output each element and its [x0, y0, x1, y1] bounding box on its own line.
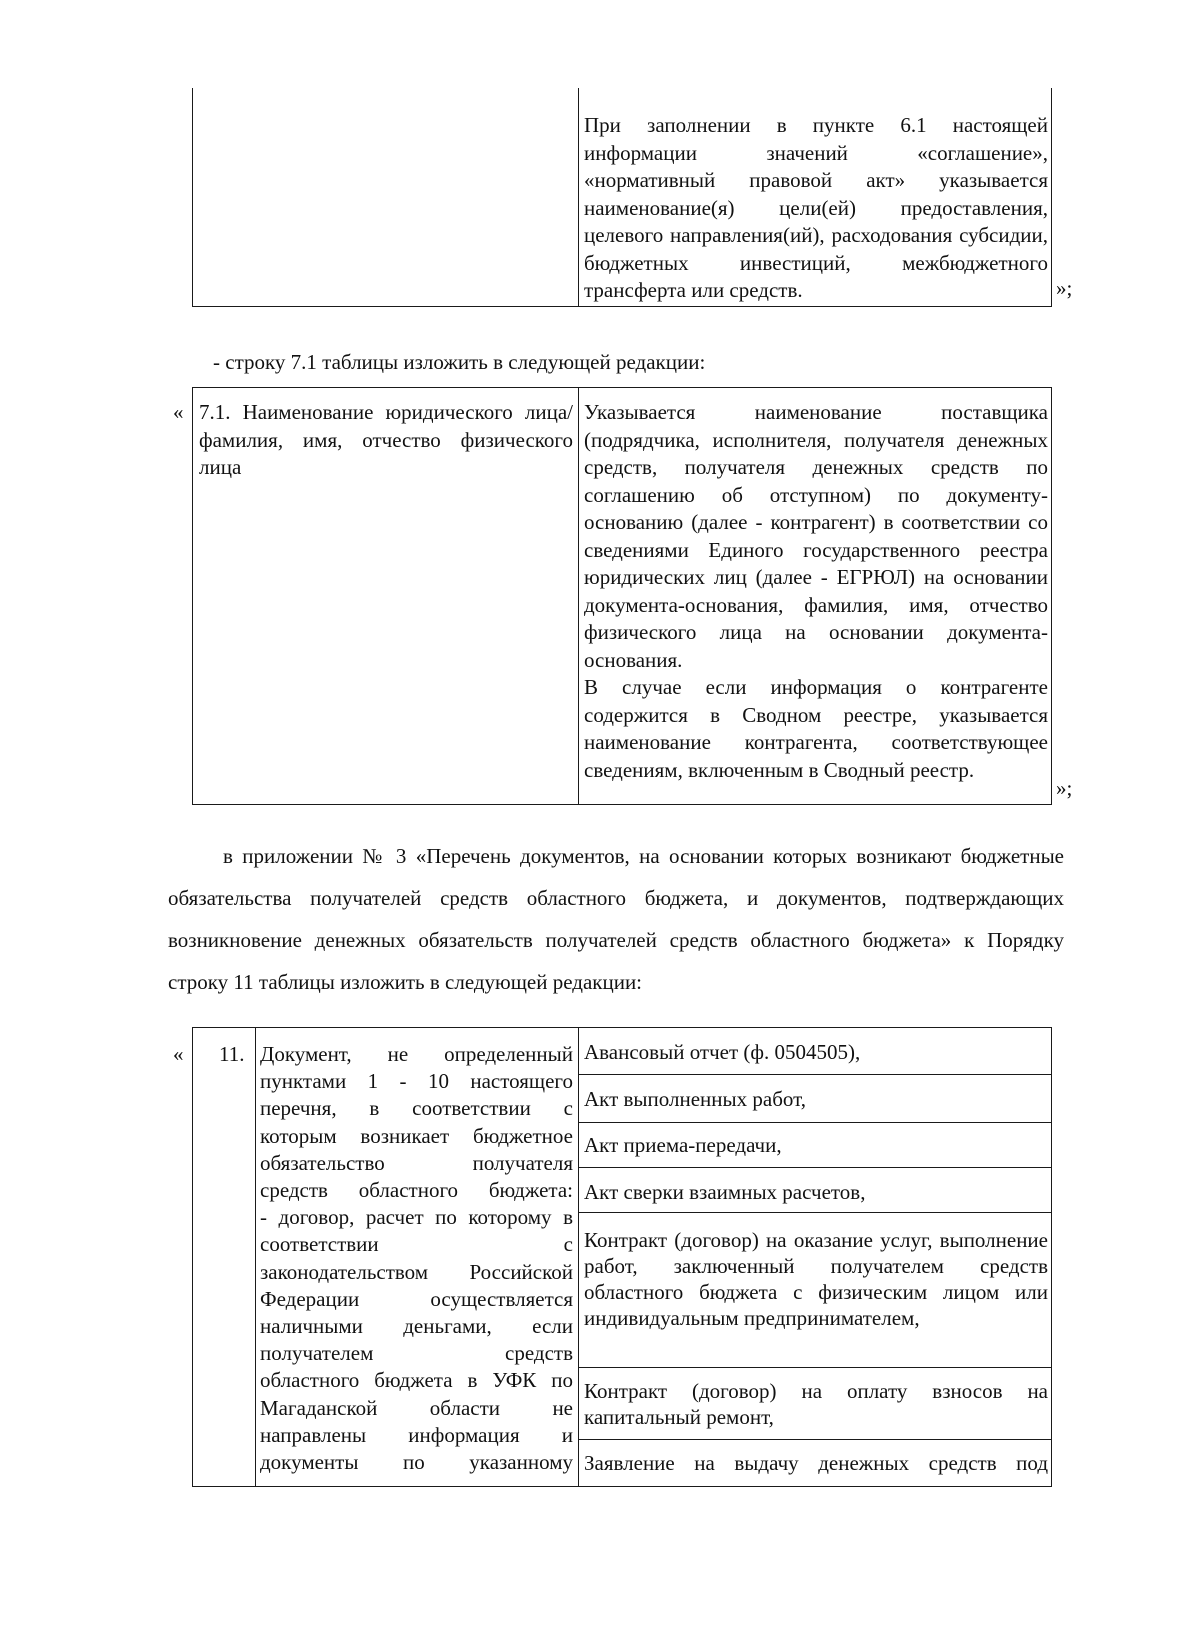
table3-left-cell: [260, 1041, 573, 1476]
row-number: 11.: [219, 1042, 245, 1066]
table-row-7-1: [192, 387, 1052, 805]
row-separator: [578, 1212, 1051, 1213]
table-divider: [578, 388, 579, 804]
left-cell-line: Федерации осуществляется: [260, 1286, 573, 1311]
row-separator: [578, 1439, 1051, 1440]
doc-row-7: Заявление на выдачу денежных средств под: [584, 1451, 1048, 1475]
table2-right-para1: Указывается наименование поставщика (подрядчика, исполнителя, получателя денежных средств, получателя денежных средств по соглашению об отступном) по документу-основанию (далее - контрагент) в соответствии со сведениями Единого государственного реестра юридических лиц (далее - ЕГРЮЛ) на основании документа-основания, фамилия, имя, отчество физического лица на основании документа-основания.: [584, 400, 1048, 672]
row-separator: [578, 1367, 1051, 1368]
table1-right-cell: При заполнении в пункте 6.1 настоящей информации значений «соглашение», «нормативный правовой акт» указывается наименование(я) цели(ей) предоставления, целевого направления(ий), расходования субсидии, бюджетных инвестиций, межбюджетного трансферта или средств.: [584, 113, 1048, 302]
doc-row-4: Акт сверки взаимных расчетов,: [584, 1180, 866, 1204]
table-continuation: [192, 88, 1052, 307]
doc-row-1: Авансовый отчет (ф. 0504505),: [584, 1040, 861, 1064]
left-cell-line: наличными деньгами, если: [260, 1314, 573, 1339]
table1-closing-quote: »;: [1056, 276, 1073, 300]
left-cell-line: Магаданской области не: [260, 1395, 573, 1420]
left-cell-line: которым возникает бюджетное: [260, 1123, 573, 1148]
table2-right-cell: [584, 399, 1048, 784]
table2-right-para2: В случае если информация о контрагенте содержится в Сводном реестре, указывается наименование контрагента, соответствующее сведениям, включенным в Сводный реестр.: [584, 675, 1048, 782]
doc-row-2: Акт выполненных работ,: [584, 1087, 806, 1111]
left-cell-line: перечня, в соответствии с: [260, 1096, 573, 1121]
doc-row-6: Контракт (договор) на оплату взносов на капитальный ремонт,: [584, 1379, 1048, 1429]
left-cell-line: соответствии с: [260, 1232, 573, 1257]
left-cell-line: получателем средств: [260, 1341, 573, 1366]
doc-row-3: Акт приема-передачи,: [584, 1133, 782, 1157]
doc-row-5: Контракт (договор) на оказание услуг, выполнение работ, заключенный получателем средств областного бюджета с физическим лицом или индивидуальным предпринимателем,: [584, 1228, 1048, 1330]
table-divider: [255, 1028, 256, 1486]
row-separator: [578, 1122, 1051, 1123]
body-paragraph: в приложении № 3 «Перечень документов, на основании которых возникают бюджетные обязательства получателей средств областного бюджета, и документов, подтверждающих возникновение денежных обязательств получателей средств областного бюджета» к Порядку строку 11 таблицы изложить в следующей редакции:: [168, 844, 1064, 994]
left-cell-line: Документ, не определенный: [260, 1042, 573, 1066]
left-cell-line: обязательство получателя: [260, 1150, 573, 1175]
table2-closing-quote: »;: [1056, 776, 1073, 800]
left-cell-line: средств областного бюджета:: [260, 1178, 573, 1203]
table2-left-cell: 7.1. Наименование юридического лица/фамилия, имя, отчество физического лица: [199, 400, 573, 479]
left-cell-line: пунктами 1 - 10 настоящего: [260, 1069, 573, 1094]
table3-opening-quote: «: [173, 1042, 184, 1066]
row-separator: [578, 1074, 1051, 1075]
left-cell-line: документы по указанному: [260, 1450, 573, 1475]
table-divider: [578, 88, 579, 306]
left-cell-line: законодательством Российской: [260, 1259, 573, 1284]
instruction-line: - строку 7.1 таблицы изложить в следующей редакции:: [213, 350, 706, 374]
table-divider: [578, 1028, 579, 1486]
left-cell-line: областного бюджета в УФК по: [260, 1368, 573, 1393]
left-cell-line: направлены информация и: [260, 1422, 573, 1447]
table-row-11: [192, 1027, 1052, 1487]
left-cell-line: - договор, расчет по которому в: [260, 1205, 573, 1230]
left-cell-lines: [260, 1041, 573, 1476]
row-separator: [578, 1167, 1051, 1168]
table2-opening-quote: «: [173, 400, 184, 424]
